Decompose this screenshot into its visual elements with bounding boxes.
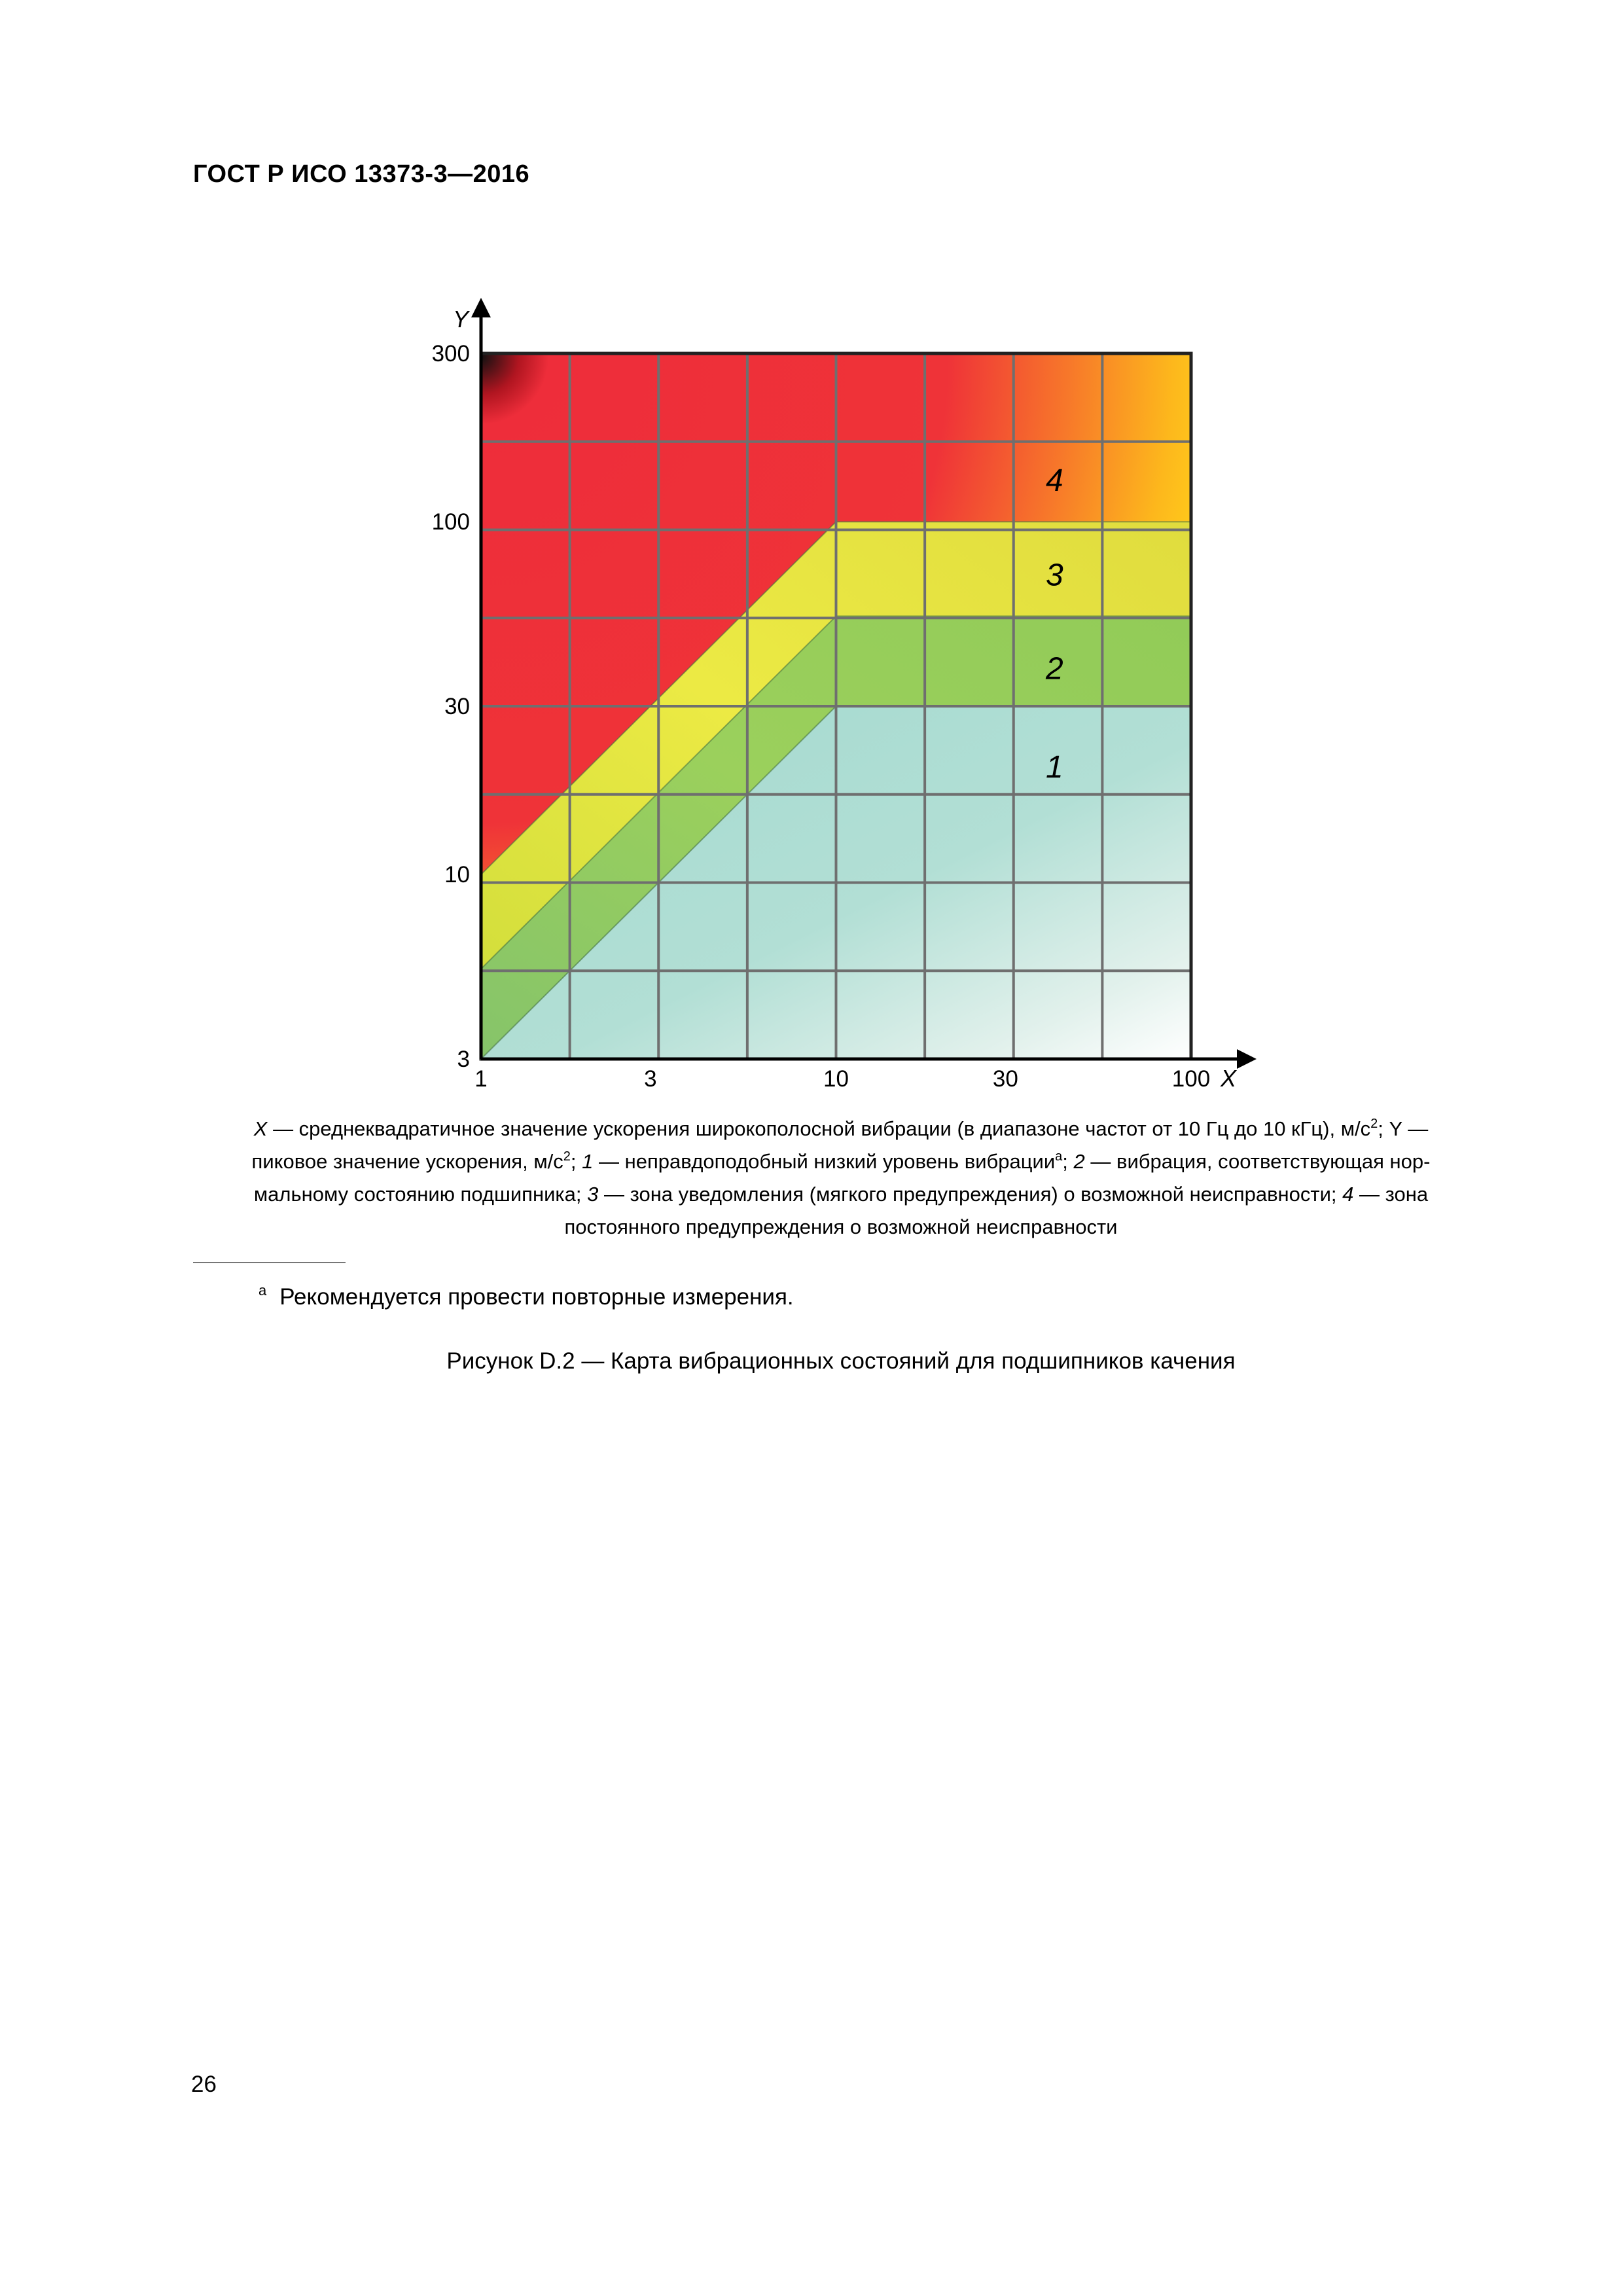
legend-text: — зона — [1353, 1183, 1429, 1206]
legend-text: ; — [570, 1150, 582, 1173]
y-tick-label: 30 — [444, 694, 470, 719]
legend-text: ; Y — — [1378, 1117, 1429, 1140]
legend-text: — неправдоподобный низкий уровень вибрации — [593, 1150, 1056, 1173]
x-axis-label: X — [1221, 1065, 1237, 1092]
footnote-divider — [193, 1262, 346, 1263]
zone-label-3: 3 — [1045, 558, 1063, 593]
y-tick-label: 300 — [431, 341, 470, 367]
footnote-text: Рекомендуется провести повторные измерения. — [279, 1284, 794, 1310]
page-number: 26 — [191, 2072, 217, 2097]
legend-text: — среднеквадратичное значение ускорения широкополосной вибрации (в диапазоне частот от 10 Гц до 10 кГц), м/с — [267, 1117, 1371, 1140]
y-tick-label: 10 — [444, 862, 470, 888]
legend-text: пиковое значение ускорения, м/с — [251, 1150, 563, 1173]
legend-text: 2 — [1073, 1150, 1085, 1173]
legend-line — [196, 1178, 1486, 1211]
x-tick-label: 30 — [992, 1066, 1018, 1092]
legend-text: 3 — [587, 1183, 599, 1206]
legend-text: 1 — [582, 1150, 594, 1173]
legend-line — [196, 1145, 1486, 1178]
document-header: ГОСТ Р ИСО 13373-3—2016 — [193, 160, 530, 188]
zone-label-2: 2 — [1045, 651, 1063, 687]
figure-caption: Рисунок D.2 — Карта вибрационных состояний для подшипников качения — [446, 1348, 1236, 1374]
footnote — [259, 1284, 794, 1310]
legend-text: ; — [1062, 1150, 1074, 1173]
legend-text: — вибрация, соответствующая нор- — [1084, 1150, 1431, 1173]
figure-legend — [196, 1113, 1486, 1244]
legend-line — [196, 1113, 1486, 1145]
footnote-mark: a — [259, 1282, 267, 1299]
legend-text: 2 — [563, 1149, 571, 1164]
x-tick-label: 3 — [644, 1066, 657, 1092]
legend-text: X — [253, 1117, 268, 1140]
legend-text: мальному состоянию подшипника; — [253, 1183, 588, 1206]
legend-text: — зона уведомления (мягкого предупреждения) о возможной неисправности; — [598, 1183, 1343, 1206]
y-axis-label: Y — [453, 306, 469, 332]
legend-text: 2 — [1370, 1117, 1378, 1131]
legend-text: 4 — [1342, 1183, 1354, 1206]
zone-label-4: 4 — [1045, 463, 1063, 498]
x-tick-label: 10 — [823, 1066, 849, 1092]
y-tick-label: 3 — [457, 1047, 470, 1072]
y-tick-label: 100 — [431, 509, 470, 535]
legend-line — [196, 1211, 1486, 1244]
x-tick-label: 100 — [1171, 1066, 1211, 1092]
x-tick-label: 1 — [474, 1066, 488, 1092]
zone-label-1: 1 — [1045, 749, 1063, 785]
vibration-state-chart — [0, 0, 1623, 1126]
legend-text: a — [1055, 1149, 1063, 1164]
legend-text: постоянного предупреждения о возможной неисправности — [564, 1215, 1118, 1238]
